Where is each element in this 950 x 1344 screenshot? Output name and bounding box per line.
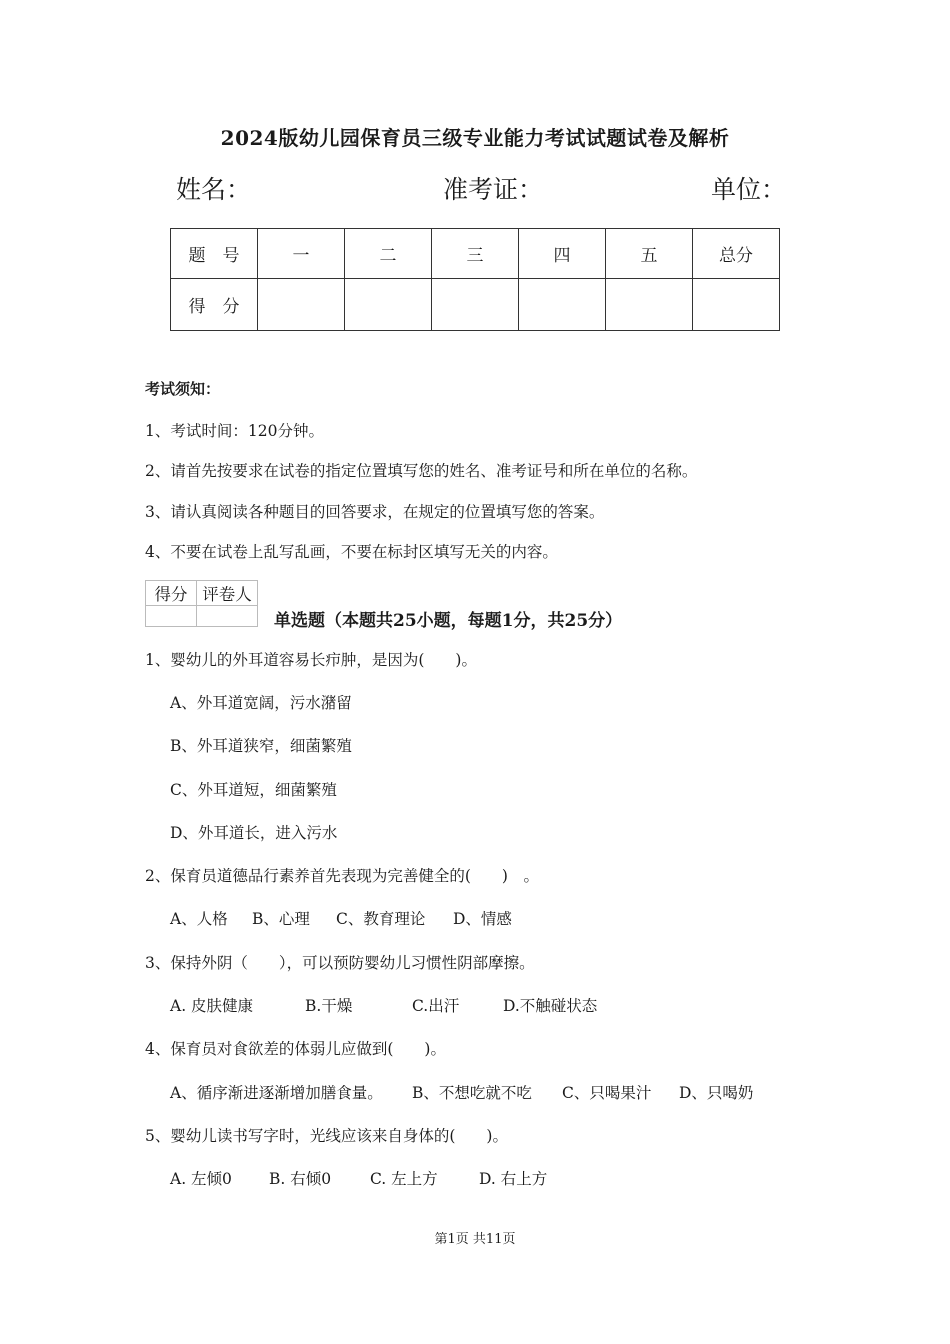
question-option: A. 皮肤健康	[170, 997, 254, 1015]
unit-label: 单位：	[711, 175, 787, 204]
question-stem: 4、保育员对食欲差的体弱儿应做到( )。	[145, 1040, 446, 1058]
question-option: C.出汗	[412, 997, 460, 1015]
score-table-header-row	[171, 229, 780, 279]
notice-item: 2、请首先按要求在试卷的指定位置填写您的姓名、准考证号和所在单位的名称。	[145, 462, 698, 480]
question-option: D、外耳道长，进入污水	[170, 824, 338, 842]
score-cell-5: 五	[606, 229, 693, 279]
section-title: 单选题（本题共25小题，每题1分，共25分）	[274, 611, 623, 631]
question-option: C、外耳道短，细菌繁殖	[170, 781, 337, 799]
question-stem: 2、保育员道德品行素养首先表现为完善健全的( ) 。	[145, 867, 539, 885]
page-footer: 第1页 共11页	[434, 1232, 516, 1247]
question-option: D.不触碰状态	[503, 997, 598, 1015]
question-option: C、只喝果汁	[562, 1084, 652, 1102]
question-option: B. 右倾0	[269, 1170, 332, 1188]
score-table	[170, 228, 780, 331]
question-stem: 3、保持外阴（ ），可以预防婴幼儿习惯性阴部摩擦。	[145, 954, 535, 972]
score-input-5	[606, 279, 693, 331]
score-cell-2: 二	[345, 229, 432, 279]
question-option: B.干燥	[305, 997, 353, 1015]
grader-score-label: 得分	[146, 581, 197, 606]
question-option: A. 左倾0	[170, 1170, 232, 1188]
score-cell-label: 题 号	[171, 229, 258, 279]
notice-title: 考试须知：	[145, 380, 221, 398]
notice-item: 1、考试时间：120分钟。	[145, 422, 324, 440]
question-option: B、心理	[252, 910, 310, 928]
score-cell-3: 三	[432, 229, 519, 279]
question-option: D、情感	[453, 910, 512, 928]
name-label: 姓名：	[176, 175, 252, 204]
grader-box	[145, 580, 258, 627]
score-cell-4: 四	[519, 229, 606, 279]
score-cell-total: 总分	[693, 229, 780, 279]
question-option: B、外耳道狭窄，细菌繁殖	[170, 737, 352, 755]
question-option: A、循序渐进逐渐增加膳食量。	[170, 1084, 383, 1102]
question-option: D、只喝奶	[679, 1084, 754, 1102]
score-row-label: 得 分	[171, 279, 258, 331]
question-stem: 5、婴幼儿读书写字时，光线应该来自身体的( )。	[145, 1127, 508, 1145]
question-option: D. 右上方	[479, 1170, 548, 1188]
notice-item: 3、请认真阅读各种题目的回答要求，在规定的位置填写您的答案。	[145, 503, 605, 521]
question-option: B、不想吃就不吃	[412, 1084, 532, 1102]
grader-reviewer-cell	[197, 606, 258, 627]
score-input-3	[432, 279, 519, 331]
score-input-total	[693, 279, 780, 331]
document-title: 2024版幼儿园保育员三级专业能力考试试题试卷及解析	[220, 126, 730, 150]
exam-id-label: 准考证：	[443, 175, 544, 204]
question-option: A、外耳道宽阔，污水潴留	[170, 694, 352, 712]
score-input-1	[258, 279, 345, 331]
question-option: A、人格	[170, 910, 228, 928]
question-stem: 1、婴幼儿的外耳道容易长疖肿，是因为( )。	[145, 651, 477, 669]
question-option: C、教育理论	[336, 910, 426, 928]
score-table-score-row	[171, 279, 780, 331]
grader-score-cell	[146, 606, 197, 627]
score-input-4	[519, 279, 606, 331]
notice-item: 4、不要在试卷上乱写乱画，不要在标封区填写无关的内容。	[145, 543, 558, 561]
question-option: C. 左上方	[370, 1170, 438, 1188]
grader-reviewer-label: 评卷人	[197, 581, 258, 606]
score-input-2	[345, 279, 432, 331]
score-cell-1: 一	[258, 229, 345, 279]
